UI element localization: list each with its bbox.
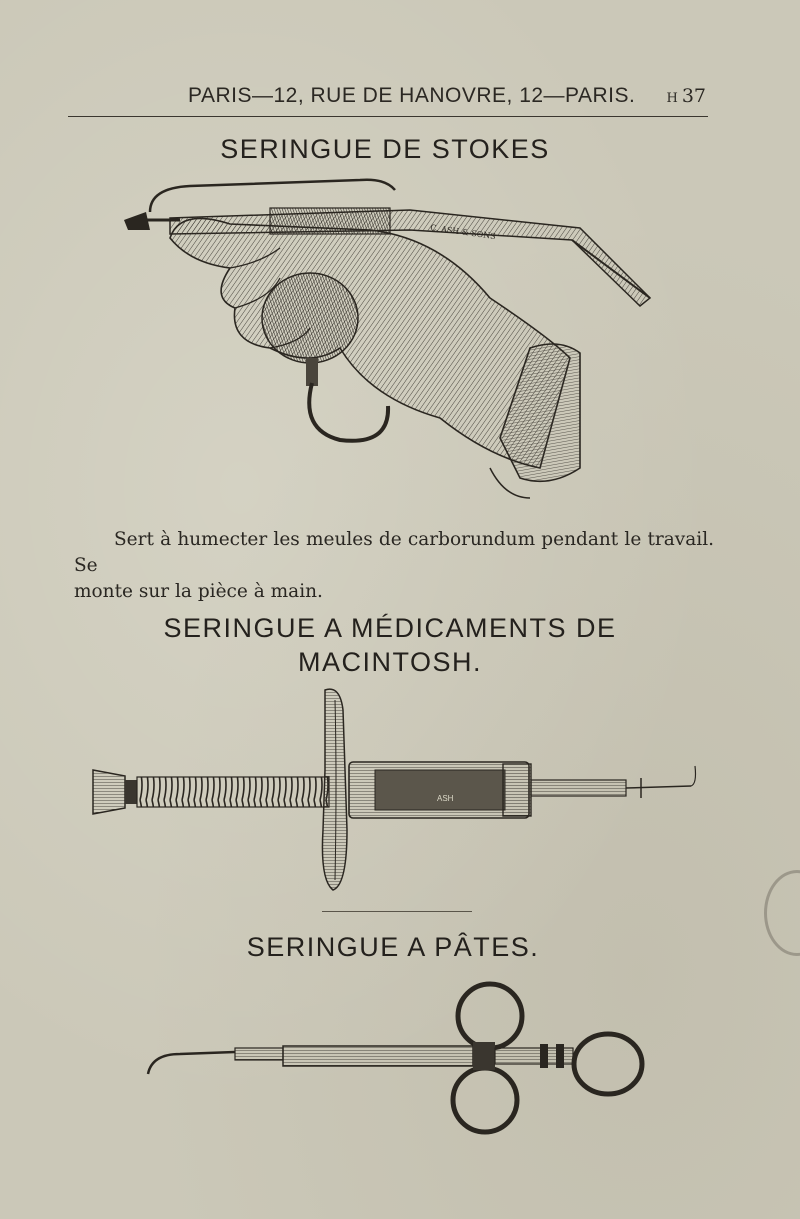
- stokes-description: [74, 527, 714, 605]
- section-title-macintosh-line-1: SERINGUE A MÉDICAMENTS DE: [163, 613, 617, 643]
- section-title-stokes: SERINGUE DE STOKES: [220, 134, 550, 164]
- header-rule: [68, 116, 708, 117]
- page-number: [666, 85, 706, 107]
- section-title-macintosh-line-2: MACINTOSH.: [297, 647, 482, 677]
- paste-syringe-engraving: [140, 978, 660, 1143]
- description-line-1: Sert à humecter les meules de carborundum pendant le travail. Se: [74, 529, 714, 576]
- running-head: [70, 84, 710, 114]
- section-title-pates: SERINGUE A PÂTES.: [246, 932, 540, 962]
- stokes-engraving-label: C. ASH & SONS: [429, 223, 497, 242]
- running-title: PARIS—12, RUE DE HANOVRE, 12—PARIS.: [188, 84, 636, 107]
- macintosh-engraving-label: ASH: [437, 794, 454, 803]
- description-line-2: monte sur la pièce à main.: [74, 581, 323, 602]
- macintosh-syringe-engraving: [85, 680, 705, 900]
- section-separator: [322, 911, 472, 912]
- section-title-macintosh: [0, 611, 790, 679]
- page-number-value: 37: [681, 85, 706, 107]
- stokes-syringe-engraving: [110, 168, 670, 528]
- page-letter: H: [666, 91, 678, 106]
